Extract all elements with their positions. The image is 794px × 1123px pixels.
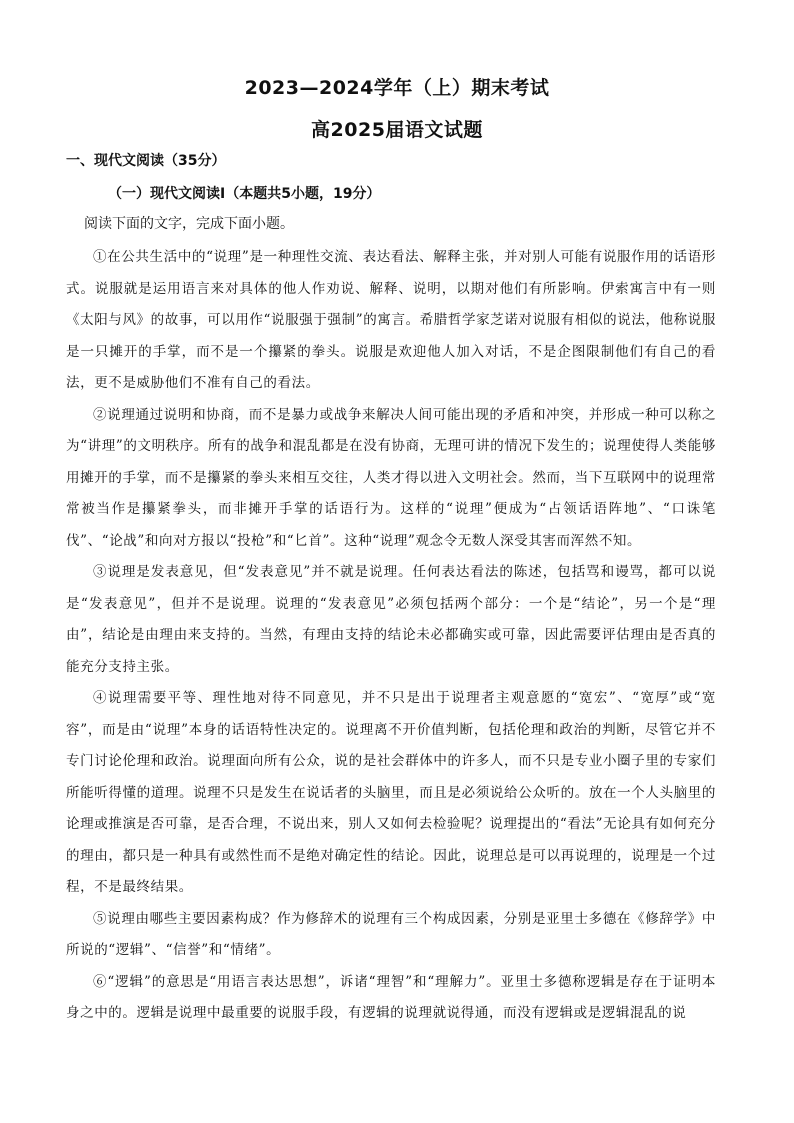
section-heading: 一、现代文阅读（35分） xyxy=(66,153,226,169)
reading-instruction: 阅读下面的文字，完成下面小题。 xyxy=(84,216,294,232)
reading-passage xyxy=(66,242,716,1030)
passage-paragraph-1: ①在公共生活中的“说理”是一种理性交流、表达看法、解释主张，并对别人可能有说服作用的话语形式。说服就是运用语言来对具体的他人作劝说、解释、说明，以期对他们有所影响。伊索寓言中有一则《太阳与风》的故事，可以用作“说服强于强制”的寓言。希腊哲学家芝诺对说服有相似的说法，他称说服是一只摊开的手掌，而不是一个攥紧的拳头。说服是欢迎他人加入对话，不是企图限制他们有自己的看法，更不是威胁他们不准有自己的看法。 xyxy=(66,249,716,391)
exam-title: 2023—2024学年（上）期末考试 xyxy=(244,77,550,99)
passage-paragraph-6: ⑥“逻辑”的意思是“用语言表达思想”，诉诸“理智”和“理解力”。亚里士多德称逻辑是存在于证明本身之中的。逻辑是说理中最重要的说服手段，有逻辑的说理就说得通，而没有逻辑或是逻辑混乱的说 xyxy=(66,973,716,1021)
passage-paragraph-5: ⑤说理由哪些主要因素构成？作为修辞术的说理有三个构成因素，分别是亚里士多德在《修辞学》中所说的“逻辑”、“信誉”和“情绪”。 xyxy=(66,910,716,958)
passage-paragraph-4: ④说理需要平等、理性地对待不同意见，并不只是出于说理者主观意愿的“宽宏”、“宽厚”或“宽容”，而是由“说理”本身的话语特性决定的。说理离不开价值判断，包括伦理和政治的判断，尽管它并不专门讨论伦理和政治。说理面向所有公众，说的是社会群体中的许多人，而不只是专业小圈子里的专家们所能听得懂的道理。说理不只是发生在说话者的头脑里，而且是必须说给公众听的。放在一个人头脑里的论理或推演是否可靠，是否合理，不说出来，别人又如何去检验呢？说理提出的“看法”无论具有如何充分的理由，都只是一种具有或然性而不是绝对确定性的结论。因此，说理总是可以再说理的，说理是一个过程，不是最终结果。 xyxy=(66,690,716,895)
subsection-heading: （一）现代文阅读Ⅰ（本题共5小题，19分） xyxy=(108,186,381,202)
passage-paragraph-3: ③说理是发表意见，但“发表意见”并不就是说理。任何表达看法的陈述，包括骂和谩骂，都可以说是“发表意见”，但并不是说理。说理的“发表意见”必须包括两个部分：一个是“结论”，另一个是“理由”，结论是由理由来支持的。当然，有理由支持的结论未必都确实或可靠，因此需要评估理由是否真的能充分支持主张。 xyxy=(66,564,716,675)
exam-subtitle: 高2025届语文试题 xyxy=(311,119,483,141)
passage-paragraph-2: ②说理通过说明和协商，而不是暴力或战争来解决人间可能出现的矛盾和冲突，并形成一种可以称之为“讲理”的文明秩序。所有的战争和混乱都是在没有协商，无理可讲的情况下发生的；说理使得人类能够用摊开的手掌，而不是攥紧的拳头来相互交往，人类才得以进入文明社会。然而，当下互联网中的说理常常被当作是攥紧拳头，而非摊开手掌的话语行为。这样的“说理”便成为“占领话语阵地”、“口诛笔伐”、“论战”和向对方报以“投枪”和“匕首”。这种“说理”观念令无数人深受其害而浑然不知。 xyxy=(66,406,716,549)
